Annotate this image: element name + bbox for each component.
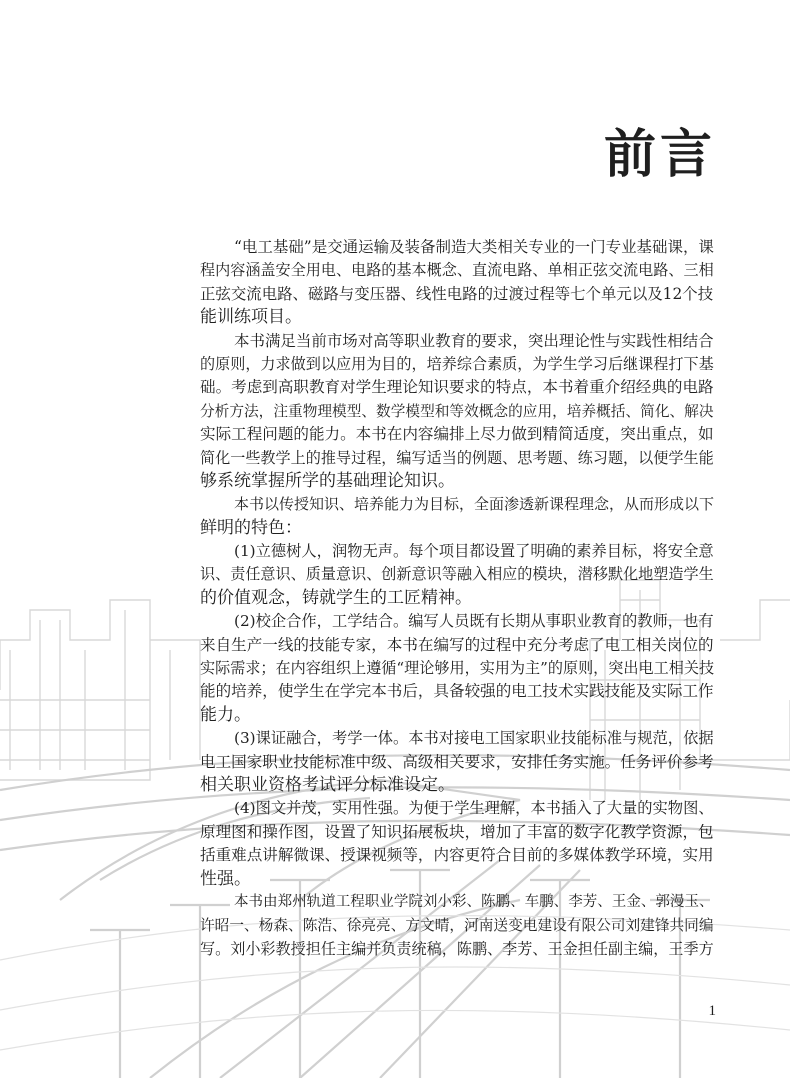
text-line: 许昭一、杨森、陈浩、徐亮亮、方文晴，河南送变电建设有限公司刘建锋共同编	[200, 917, 714, 935]
text-line: (1)立德树人，润物无声。每个项目都设置了明确的素养目标，将安全意	[234, 542, 714, 561]
text-line: 实际需求；在内容组织上遵循“理论够用，实用为主”的原则，突出电工相关技	[200, 659, 715, 678]
text-line: 性强。	[200, 868, 251, 889]
text-line: 相关职业资格考试评分标准设定。	[200, 774, 455, 795]
text-line: 本书满足当前市场对高等职业教育的要求，突出理论性与实践性相结合	[234, 331, 714, 350]
text-line: 础。考虑到高职教育对学生理论知识要求的特点，本书着重介绍经典的电路	[200, 378, 714, 397]
text-line: 能的培养，使学生在学完本书后，具备较强的电工技术实践技能及实际工作	[200, 682, 714, 701]
paragraph-feature-3	[200, 727, 714, 797]
text-line: 本书以传授知识、培养能力为目标，全面渗透新课程理念，从而形成以下	[234, 495, 715, 514]
text-line: 能训练项目。	[200, 307, 302, 328]
text-line: (3)课证融合，考学一体。本书对接电工国家职业技能标准与规范，依据	[234, 729, 714, 748]
text-line: (4)图文并茂，实用性强。为便于学生理解，本书插入了大量的实物图、	[234, 799, 714, 818]
page-number: 1	[708, 1003, 716, 1019]
text-line: 鲜明的特色：	[200, 517, 302, 538]
text-line: “电工基础”是交通运输及装备制造大类相关专业的一门专业基础课，课	[234, 238, 714, 256]
text-line: 来自生产一线的技能专家，本书在编写的过程中充分考虑了电工相关岗位的	[200, 635, 714, 654]
text-line: 够系统掌握所学的基础理论知识。	[200, 470, 455, 491]
text-line: 程内容涵盖安全用电、电路的基本概念、直流电路、单相正弦交流电路、三相	[200, 261, 714, 280]
text-line: 写。刘小彩教授担任主编并负责统稿，陈鹏、李芳、王金担任副主编，王季方	[200, 939, 714, 958]
preface-body	[200, 236, 714, 961]
paragraph-feature-2	[200, 610, 714, 727]
text-line: 实际工程问题的能力。本书在内容编排上尽力做到精简适度，突出重点，如	[200, 425, 714, 444]
paragraph-authors	[200, 891, 714, 961]
text-line: 简化一些教学上的推导过程，编写适当的例题、思考题、练习题，以便学生能	[200, 448, 714, 467]
text-line: 本书由郑州轨道工程职业学院刘小彩、陈鹏、车鹏、李芳、王金、郭漫玉、	[234, 893, 714, 910]
text-line: 的价值观念，铸就学生的工匠精神。	[200, 587, 472, 608]
page-title: 前言	[603, 125, 716, 185]
text-line: 分析方法，注重物理模型、数学模型和等效概念的应用，培养概括、简化、解决	[200, 402, 714, 420]
paragraph-feature-1	[200, 540, 714, 610]
paragraph-features-intro	[200, 493, 714, 540]
text-line: 识、责任意识、质量意识、创新意识等融入相应的模块，潜移默化地塑造学生	[200, 565, 714, 584]
text-line: 原理图和操作图，设置了知识拓展板块，增加了丰富的数字化教学资源，包	[200, 822, 714, 841]
text-line: 的原则，力求做到以应用为目的，培养综合素质，为学生学习后继课程打下基	[200, 354, 714, 373]
paragraph-course-intro	[200, 236, 714, 330]
text-line: 能力。	[200, 704, 251, 725]
text-line: 电工国家职业技能标准中级、高级相关要求，安排任务实施。任务评价参考	[200, 752, 714, 771]
paragraph-book-goals	[200, 330, 714, 494]
text-line: 正弦交流电路、磁路与变压器、线性电路的过渡过程等七个单元以及12个技	[200, 284, 714, 303]
text-line: (2)校企合作，工学结合。编写人员既有长期从事职业教育的教师，也有	[234, 612, 714, 631]
text-line: 括重难点讲解微课、授课视频等，内容更符合目前的多媒体教学环境，实用	[200, 846, 714, 865]
paragraph-feature-4	[200, 797, 714, 891]
